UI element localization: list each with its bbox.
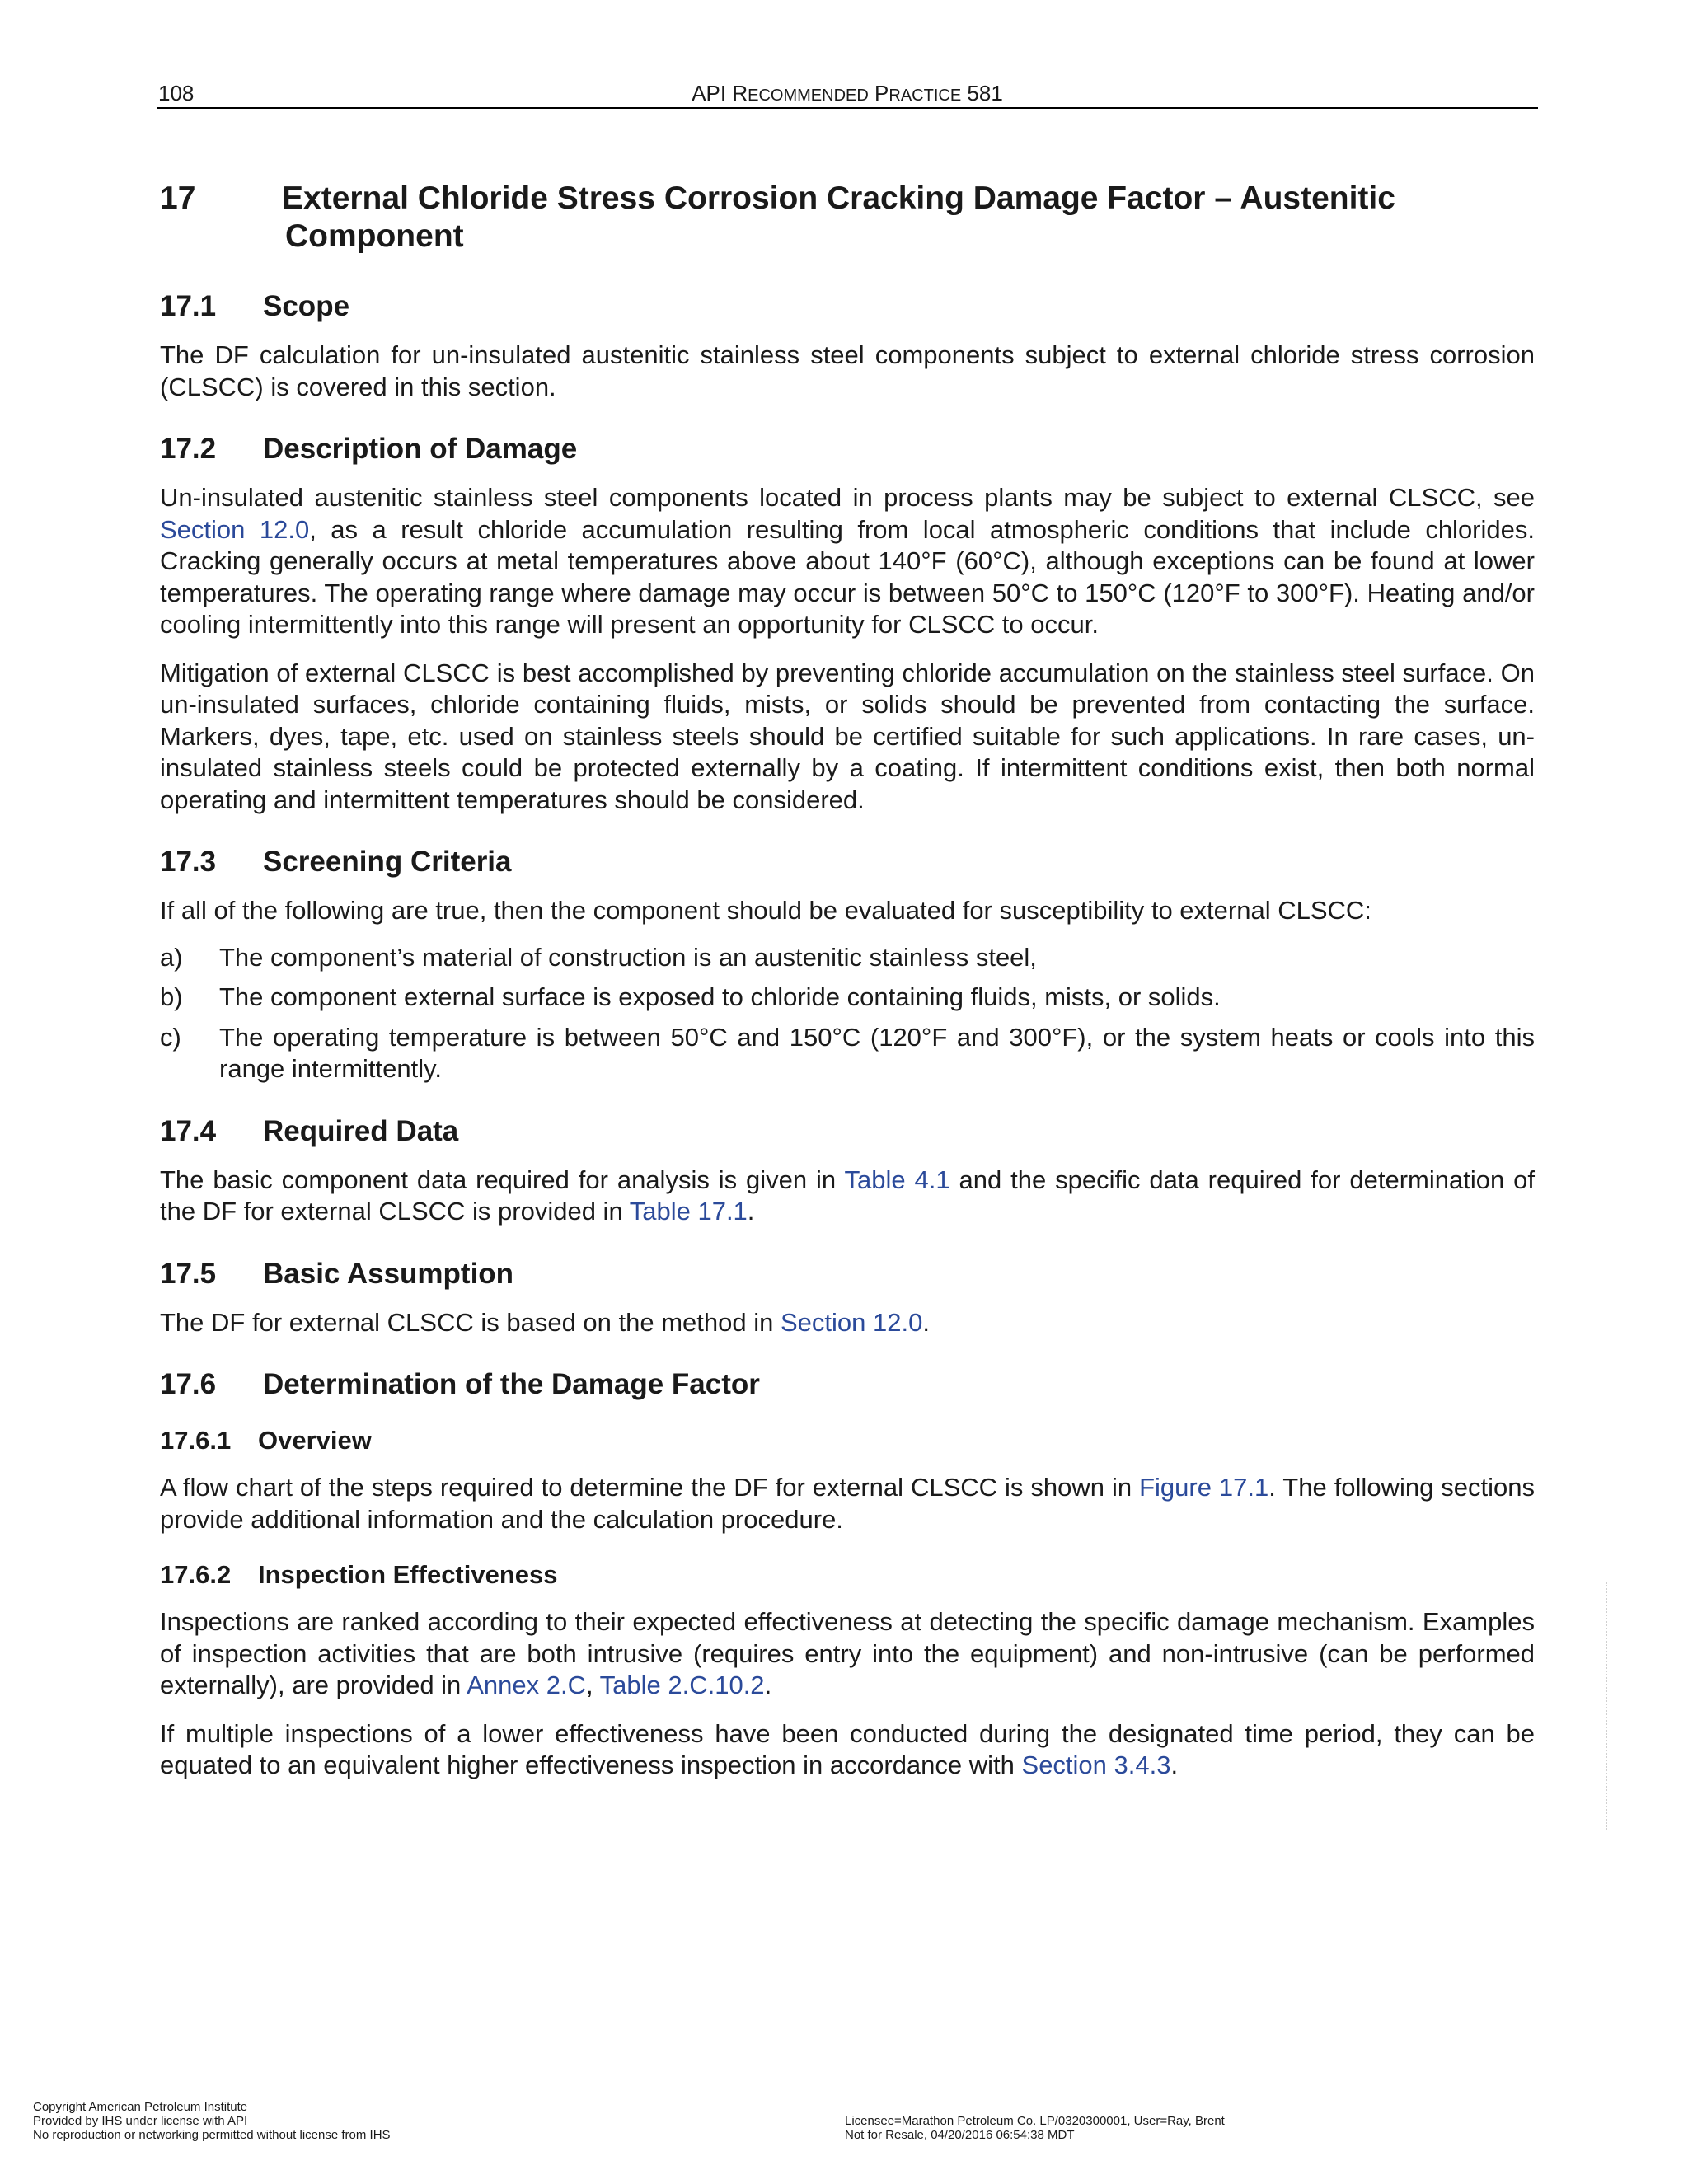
table-17-1-link[interactable]: Table 17.1 bbox=[629, 1197, 748, 1226]
document-body bbox=[160, 180, 1535, 1782]
table-4-1-link[interactable]: Table 4.1 bbox=[844, 1165, 950, 1194]
inspection-paragraph-2: If multiple inspections of a lower effectiveness have been conducted during the designated time period, they can be equated to an equivalent higher effectiveness inspection in accordance with Section 3.4.3. bbox=[160, 1718, 1535, 1779]
footer-license: Licensee=Marathon Petroleum Co. LP/0320300001, User=Ray, Brent Not for Resale, 04/20/2016 06:54:38 MDT bbox=[845, 2114, 1225, 2142]
page-header bbox=[157, 77, 1538, 109]
section-17-2-heading: 17.2 Description of Damage bbox=[160, 433, 578, 465]
description-paragraph-1: Un-insulated austenitic stainless steel components located in process plants may be subject to external CLSCC, see Section 12.0, as a result chloride accumulation resulting from local atmospheric conditions that include chlorides. Cracking generally occurs at metal temperatures above about 140°F (60°C), although exceptions can be found at lower temperatures. The operating range where damage may occur is between 50°C to 150°C (120°F to 300°F). Heating and/or cooling intermittently into this range will present an opportunity for CLSCC to occur. bbox=[160, 483, 1535, 639]
inspection-paragraph-1: Inspections are ranked according to their expected effectiveness at detecting the specific damage mechanism. Examples of inspection activities that are both intrusive (requires entry into the equipment) and non-intrusive (can be performed externally), are provided in Annex 2.C, Table 2.C.10.2. bbox=[160, 1607, 1535, 1699]
required-data-paragraph: The basic component data required for analysis is given in Table 4.1 and the specific data required for determination of the DF for external CLSCC is provided in Table 17.1. bbox=[160, 1165, 1535, 1226]
overview-paragraph: A flow chart of the steps required to determine the DF for external CLSCC is shown in Figure 17.1. The following sections provide additional information and the calculation procedure. bbox=[160, 1473, 1536, 1534]
section-17-6-2-heading: 17.6.2 Inspection Effectiveness bbox=[160, 1560, 558, 1589]
table-2c-10-2-link[interactable]: Table 2.C.10.2 bbox=[599, 1671, 765, 1699]
section-3-4-3-link[interactable]: Section 3.4.3 bbox=[1021, 1750, 1171, 1779]
section-17-3-heading: 17.3 Screening Criteria bbox=[160, 846, 512, 878]
section-17-5-heading: 17.5 Basic Assumption bbox=[160, 1257, 514, 1290]
description-paragraph-2: Mitigation of external CLSCC is best accomplished by preventing chloride accumulation on the stainless steel surface. On un-insulated surfaces, chloride containing fluids, mists, or solids should be prevented from contacting the surface. Markers, dyes, tape, etc. used on stainless steels should be certified suitable for such applications. In rare cases, un-insulated stainless steels could be protected externally by a coating. If intermittent conditions exist, then both normal operating and intermittent temperatures should be considered. bbox=[160, 658, 1535, 814]
footer-copyright: Copyright American Petroleum Institute Provided by IHS under license with API No reproduction or networking permitted without license from IHS bbox=[33, 2100, 391, 2142]
list-item: b) The component external surface is exposed to chloride containing fluids, mists, or solids. bbox=[160, 982, 1221, 1011]
screening-intro: If all of the following are true, then the component should be evaluated for susceptibility to external CLSCC: bbox=[160, 896, 1372, 925]
running-title: API RECOMMENDED PRACTICE 581 bbox=[692, 81, 1003, 105]
annex-2c-link[interactable]: Annex 2.C bbox=[467, 1671, 586, 1699]
basic-assumption-paragraph: The DF for external CLSCC is based on the method in Section 12.0. bbox=[160, 1307, 930, 1337]
scope-paragraph: The DF calculation for un-insulated austenitic stainless steel components subject to external chloride stress corrosion (CLSCC) is covered in this section. bbox=[160, 340, 1535, 401]
figure-17-1-link[interactable]: Figure 17.1 bbox=[1139, 1473, 1269, 1502]
page-number: 108 bbox=[158, 81, 195, 105]
section-17-1-heading: 17.1 Scope bbox=[160, 290, 350, 322]
margin-watermark-mark bbox=[1606, 1582, 1611, 1830]
section-12-link[interactable]: Section 12.0 bbox=[780, 1307, 923, 1337]
section-17-heading: 17 External Chloride Stress Corrosion Cracking Damage Factor – Austenitic Component bbox=[160, 180, 1395, 254]
section-17-6-heading: 17.6 Determination of the Damage Factor bbox=[160, 1368, 760, 1400]
section-17-6-1-heading: 17.6.1 Overview bbox=[160, 1426, 372, 1455]
screening-list bbox=[160, 942, 1535, 1085]
section-17-4-heading: 17.4 Required Data bbox=[160, 1114, 459, 1147]
list-item: a) The component’s material of construction is an austenitic stainless steel, bbox=[160, 942, 1037, 972]
section-17-title-line2: Component bbox=[285, 218, 464, 254]
list-item: c) The operating temperature is between 50°C and 150°C (120°F and 300°F), or the system heats or cools into this range intermittently. bbox=[160, 1022, 1535, 1083]
section-12-link[interactable]: Section 12.0 bbox=[160, 514, 310, 544]
section-17-title-line1: External Chloride Stress Corrosion Cracking Damage Factor – Austenitic bbox=[282, 180, 1395, 216]
